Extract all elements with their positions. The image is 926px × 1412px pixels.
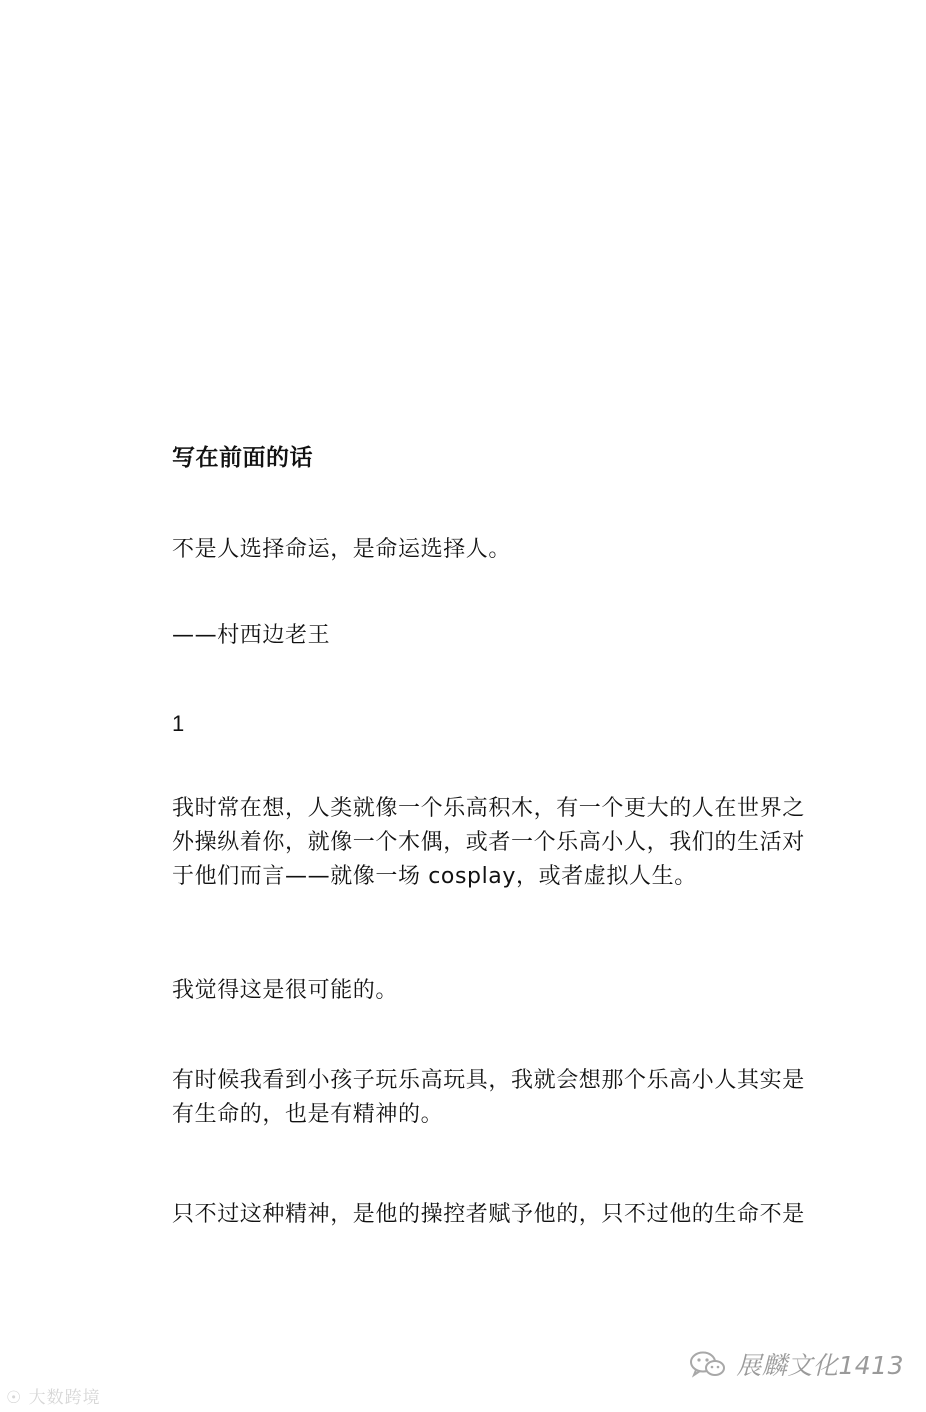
paragraph-line: 于他们而言——就像一场 cosplay，或者虚拟人生。 [172,864,697,889]
wechat-icon [688,1349,728,1379]
section-heading: 写在前面的话 [172,445,313,471]
corner-watermark [6,1383,101,1408]
paragraph-line: 我时常在想，人类就像一个乐高积木，有一个更大的人在世界之 [172,796,805,821]
watermark-text: 展麟文化1413 [736,1351,904,1380]
paragraph-line: 我觉得这是很可能的。 [172,978,399,1003]
epigraph-quote: 不是人选择命运，是命运选择人。 [172,537,512,562]
paragraph-4 [172,1198,862,1232]
section-number: 1 [172,711,185,736]
corner-watermark-text: 大数跨境 [28,1388,101,1408]
paragraph-3 [172,1064,862,1132]
account-watermark [688,1346,904,1382]
paragraph-line: 有时候我看到小孩子玩乐高玩具，我就会想那个乐高小人其实是 [172,1068,805,1093]
paragraph-line: 外操纵着你，就像一个木偶，或者一个乐高小人，我们的生活对 [172,830,805,855]
paragraph-line: 只不过这种精神，是他的操控者赋予他的，只不过他的生命不是 [172,1202,805,1227]
paragraph-line: 有生命的，也是有精神的。 [172,1102,444,1127]
corner-logo-icon: ☉ [6,1388,29,1408]
paragraph-2 [172,974,862,1008]
paragraph-1 [172,792,862,894]
epigraph-attribution: ——村西边老王 [172,623,331,648]
